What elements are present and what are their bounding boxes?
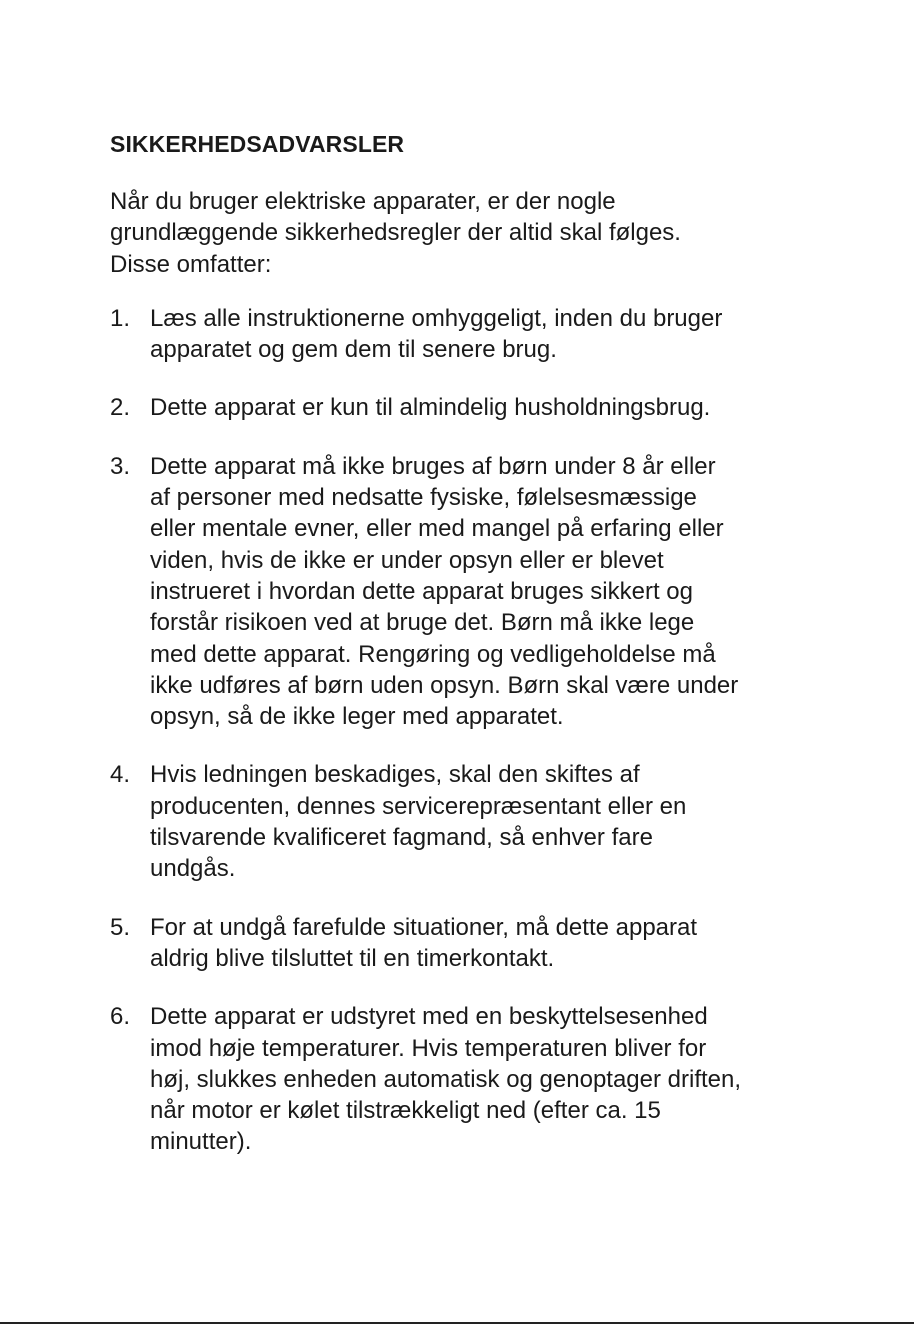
list-item [110,392,830,423]
list-item [110,303,830,366]
list-item-text: Dette apparat må ikke bruges af børn under 8 år eller af personer med nedsatte fysiske, følelsesmæssige eller mentale evner, eller med mangel på erfaring eller viden, hvis de ikke er under opsyn eller er blevet instrueret i hvordan dette apparat bruges sikkert og forstår risikoen ved at bruge det. Børn må ikke lege med dette apparat. Rengøring og vedligeholdelse må ikke udføres af børn uden opsyn. Børn skal være under opsyn, så de ikke leger med apparatet. [150,452,739,731]
list-item-text: Læs alle instruktionerne omhyggeligt, inden du bruger apparatet og gem dem til senere brug. [150,304,723,364]
list-item-number: 3. [110,452,131,480]
list-item-text: For at undgå farefulde situationer, må dette apparat aldrig blive tilsluttet til en timerkontakt. [150,913,698,972]
page-title: SIKKERHEDSADVARSLER [110,131,405,157]
list-item [110,451,830,733]
list-item-number: 6. [110,1003,131,1031]
intro-paragraph: Når du bruger elektriske apparater, er der nogle grundlæggende sikkerhedsregler der altid skal følges. Disse omfatter: [110,188,681,278]
document-page [110,128,830,1185]
list-item-number: 2. [110,394,131,422]
list-item-number: 5. [110,913,131,941]
list-item-number: 1. [110,304,131,332]
list-item [110,759,830,884]
list-item-text: Dette apparat er udstyret med en beskyttelsesenhed imod høje temperaturer. Hvis temperaturen bliver for høj, slukkes enheden automatisk og genoptager driften, når motor er kølet tilstrækkeligt ned (efter ca. 15 minutter). [150,1003,742,1156]
list-item-text: Dette apparat er kun til almindelig husholdningsbrug. [150,394,711,422]
safety-list [110,303,830,1158]
list-item [110,1001,830,1157]
list-item-number: 4. [110,761,131,789]
list-item-text: Hvis ledningen beskadiges, skal den skiftes af producenten, dennes servicerepræsentant eller en tilsvarende kvalificeret fagmand, så enhver fare undgås. [150,761,687,883]
list-item [110,912,830,975]
